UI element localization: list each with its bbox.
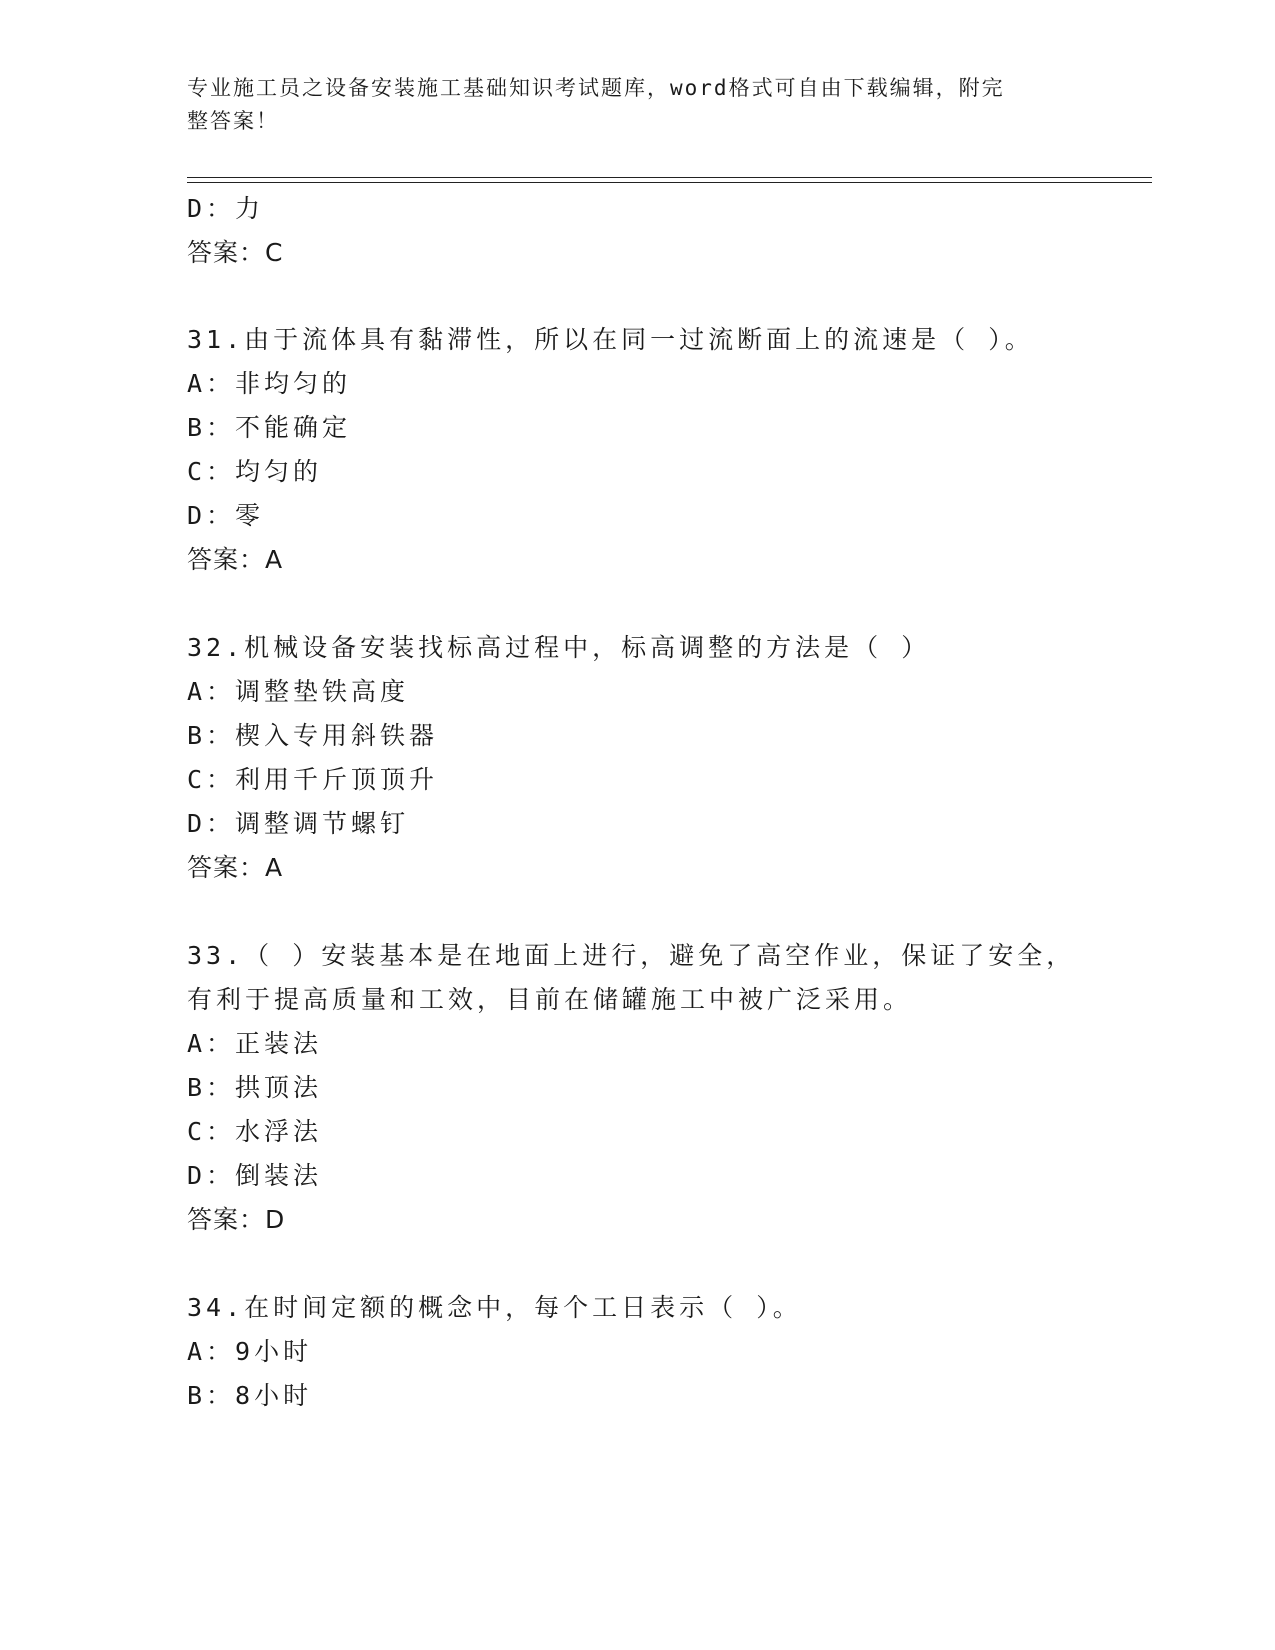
prev-option-d: D：力 — [187, 194, 265, 223]
question-32-option-b: B：楔入专用斜铁器 — [187, 721, 439, 750]
question-31-option-c: C：均匀的 — [187, 457, 323, 486]
question-34-option-a: A：9小时 — [187, 1337, 313, 1366]
question-32-option-a: A：调整垫铁高度 — [187, 677, 410, 706]
question-33-stem-line-2: 有利于提高质量和工效，目前在储罐施工中被广泛采用。 — [187, 985, 913, 1014]
header-divider-bottom — [187, 182, 1152, 183]
prev-answer: 答案：C — [187, 238, 284, 267]
question-33-stem-line-1: 33.（ ）安装基本是在地面上进行，避免了高空作业，保证了安全， — [187, 941, 1076, 970]
question-32-stem: 32.机械设备安装找标高过程中，标高调整的方法是（ ） — [187, 633, 931, 662]
question-33-option-d: D：倒装法 — [187, 1161, 323, 1190]
question-33-option-b: B：拱顶法 — [187, 1073, 323, 1102]
question-31-answer: 答案：A — [187, 545, 284, 574]
document-header — [187, 72, 1067, 138]
question-33-option-c: C：水浮法 — [187, 1117, 323, 1146]
question-31-option-b: B：不能确定 — [187, 413, 352, 442]
header-line-2: 整答案！ — [187, 109, 279, 133]
question-32-option-c: C：利用千斤顶顶升 — [187, 765, 439, 794]
header-line-1: 专业施工员之设备安装施工基础知识考试题库，word格式可自由下载编辑，附完 — [187, 76, 1005, 100]
question-32-option-d: D：调整调节螺钉 — [187, 809, 410, 838]
question-33-option-a: A：正装法 — [187, 1029, 323, 1058]
question-34-option-b: B：8小时 — [187, 1381, 313, 1410]
header-divider-top — [187, 177, 1152, 178]
question-32-answer: 答案：A — [187, 853, 284, 882]
question-31-option-d: D：零 — [187, 501, 265, 530]
question-31-option-a: A：非均匀的 — [187, 369, 352, 398]
question-33-answer: 答案：D — [187, 1205, 286, 1234]
question-31-stem: 31.由于流体具有黏滞性，所以在同一过流断面上的流速是（ ）。 — [187, 325, 1034, 354]
question-34-stem: 34.在时间定额的概念中，每个工日表示（ ）。 — [187, 1293, 802, 1322]
